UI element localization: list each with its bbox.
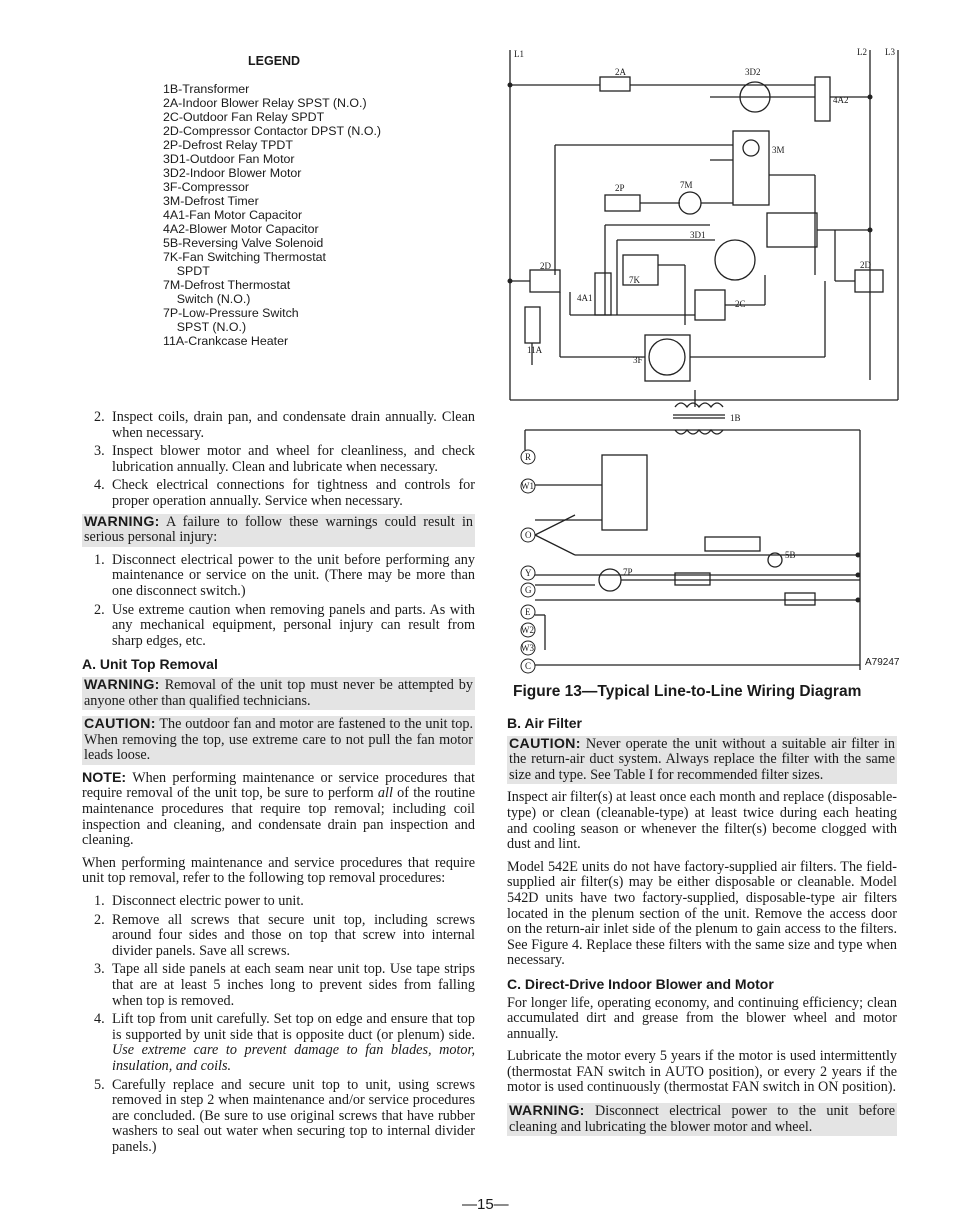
legend-item: 7P-Low-Pressure Switch xyxy=(163,306,299,320)
terminal-w1: W1 xyxy=(521,481,534,491)
list-item: 4. Check electrical connections for tightness and controls for proper operation annually. Service when necessary. xyxy=(94,477,475,509)
paragraph: Lubricate the motor every 5 years if the motor is used intermittently (thermostat FAN switch in AUTO position), or every 2 years if the motor is used continuously (thermostat FAN switch in ON position). xyxy=(507,1048,897,1096)
label-l2: L2 xyxy=(857,47,867,57)
page-number: —15— xyxy=(462,1196,509,1213)
label-2d-right: 2D xyxy=(860,260,871,270)
legend-item: 4A1-Fan Motor Capacitor xyxy=(163,208,303,222)
figure-code: A79247 xyxy=(865,657,900,668)
legend-list xyxy=(163,82,381,348)
legend-item: 2P-Defrost Relay TPDT xyxy=(163,138,293,152)
legend-item: 7K-Fan Switching Thermostat xyxy=(163,250,326,264)
caution-box: CAUTION: The outdoor fan and motor are fastened to the unit top. When removing the top, use extreme care to not pull the fan motor leads loose. xyxy=(84,716,473,764)
label-3f: 3F xyxy=(633,355,643,365)
legend-item: 2C-Outdoor Fan Relay SPDT xyxy=(163,110,325,124)
legend-item: 2A-Indoor Blower Relay SPST (N.O.) xyxy=(163,96,367,110)
list-item: 2. Remove all screws that secure unit top, including screws around four sides and those on top that screw into internal divider panels. Save all screws. xyxy=(94,911,475,959)
warning-box: WARNING: Disconnect electrical power to the unit before cleaning and lubricating the blower motor and wheel. xyxy=(509,1103,895,1135)
section-heading: B. Air Filter xyxy=(507,715,582,731)
legend-item: 2D-Compressor Contactor DPST (N.O.) xyxy=(163,124,382,138)
legend-item: 3D1-Outdoor Fan Motor xyxy=(163,152,295,166)
legend-item: 4A2-Blower Motor Capacitor xyxy=(163,222,319,236)
list-item: 5. Carefully replace and secure unit top to unit, using screws removed in step 2 when maintenance and/or service procedures are concluded. (Be sure to use original screws that have rubber washers to seal out water when securing top to internal divider panels.) xyxy=(94,1076,475,1155)
left-column xyxy=(82,410,475,1159)
list-item: 2. Inspect coils, drain pan, and condensate drain annually. Clean when necessary. xyxy=(94,409,475,441)
caution-box: CAUTION: Never operate the unit without a suitable air filter in the return-air duct system. Always replace the filter with the same size and type. See Table I for recommended filter sizes. xyxy=(509,735,895,783)
terminal-o: O xyxy=(525,530,532,540)
warning-box: WARNING: Removal of the unit top must never be attempted by anyone other than qualified technicians. xyxy=(84,676,473,709)
figure-caption: Figure 13—Typical Line-to-Line Wiring Diagram xyxy=(513,683,862,700)
label-l1: L1 xyxy=(514,49,524,59)
warning-list xyxy=(82,553,475,650)
note-paragraph: NOTE: When performing maintenance or service procedures that require removal of the unit top, be sure to perform all of the routine maintenance procedures that require top removal; including coil inspection and cleaning, and condensate drain pan inspection and cleaning. xyxy=(82,769,476,849)
legend-title: LEGEND xyxy=(248,54,301,68)
paragraph: For longer life, operating economy, and continuing efficiency; clean accumulated dirt and grease from the blower wheel and motor annually. xyxy=(507,994,897,1042)
label-7m: 7M xyxy=(680,180,693,190)
label-3m: 3M xyxy=(772,145,785,155)
paragraph: When performing maintenance and service procedures that require unit top removal, refer to the following top removal procedures: xyxy=(82,854,475,887)
maintenance-list xyxy=(82,410,475,510)
legend-item: 11A-Crankcase Heater xyxy=(163,334,289,348)
list-item: 1. Disconnect electric power to unit. xyxy=(94,893,304,910)
label-l3: L3 xyxy=(885,47,895,57)
list-item: 3. Tape all side panels at each seam near unit top. Use tape strips that are at least 5 inches long to prevent sides from falling when top is removed. xyxy=(94,961,475,1009)
label-2d-left: 2D xyxy=(540,261,551,271)
list-item: 1. Disconnect electrical power to the unit before performing any maintenance or service on the unit. (There may be more than one disconnect switch.) xyxy=(94,551,475,599)
terminal-w3: W3 xyxy=(521,643,534,653)
paragraph: Inspect air filter(s) at least once each month and replace (disposable-type) or clean (cleanable-type) at least twice during each heating and cooling season or whenever the filter(s) become clogged with dust and lint. xyxy=(507,789,897,853)
label-11a: 11A xyxy=(527,345,543,355)
terminal-r: R xyxy=(525,452,532,462)
section-heading: A. Unit Top Removal xyxy=(82,656,218,673)
legend-item: 7M-Defrost Thermostat xyxy=(163,278,291,292)
label-2c: 2C xyxy=(735,299,746,309)
legend-item: 3M-Defrost Timer xyxy=(163,194,259,208)
legend-item: 3F-Compressor xyxy=(163,180,250,194)
section-heading: C. Direct-Drive Indoor Blower and Motor xyxy=(507,975,774,992)
label-5b: 5B xyxy=(785,550,796,560)
list-item: 4. Lift top from unit carefully. Set top on edge and ensure that top is supported by unit side that is opposite duct (or plenum) side. Use extreme care to prevent damage to fan blades, motor, insulation, and coils. xyxy=(94,1011,475,1074)
legend-item: 1B-Transformer xyxy=(163,82,250,96)
label-2a: 2A xyxy=(615,67,626,77)
legend-item: SPST (N.O.) xyxy=(163,320,247,334)
top-removal-list xyxy=(82,894,475,1156)
label-2p: 2P xyxy=(615,183,625,193)
right-column xyxy=(507,716,897,1142)
label-3d2: 3D2 xyxy=(745,67,761,77)
legend-item: Switch (N.O.) xyxy=(163,292,251,306)
legend-item: 3D2-Indoor Blower Motor xyxy=(163,166,302,180)
list-item: 3. Inspect blower motor and wheel for cleanliness, and check lubrication annually. Clean and lubricate when necessary. xyxy=(94,443,475,475)
wiring-diagram xyxy=(505,45,905,675)
legend-item: 5B-Reversing Valve Solenoid xyxy=(163,236,324,250)
label-7k: 7K xyxy=(629,275,640,285)
terminal-e: E xyxy=(525,607,531,617)
terminal-y: Y xyxy=(525,568,532,578)
label-3d1: 3D1 xyxy=(690,230,706,240)
label-4a1: 4A1 xyxy=(577,293,593,303)
legend-item: SPDT xyxy=(163,264,210,278)
label-7p: 7P xyxy=(623,567,633,577)
label-4a2: 4A2 xyxy=(833,95,849,105)
label-1b: 1B xyxy=(730,413,741,423)
terminal-w2: W2 xyxy=(521,625,534,635)
terminal-g: G xyxy=(525,585,532,595)
list-item: 2. Use extreme caution when removing panels and parts. As with any mechanical equipment, personal injury can result from sharp edges, etc. xyxy=(94,601,475,649)
terminal-c: C xyxy=(525,661,532,671)
paragraph: Model 542E units do not have factory-supplied air filters. The field-supplied air filter(s) may be either disposable or cleanable. Model 542D units have two factory-supplied, disposable-type air filters located in the plenum section of the unit. Remove the access door on the return-air inlet side of the plenum to gain access to the filters. See Figure 4. Replace these filters with the same size and type when necessary. xyxy=(507,858,897,969)
warning-box: WARNING: A failure to follow these warnings could result in serious personal injury: xyxy=(84,513,473,546)
